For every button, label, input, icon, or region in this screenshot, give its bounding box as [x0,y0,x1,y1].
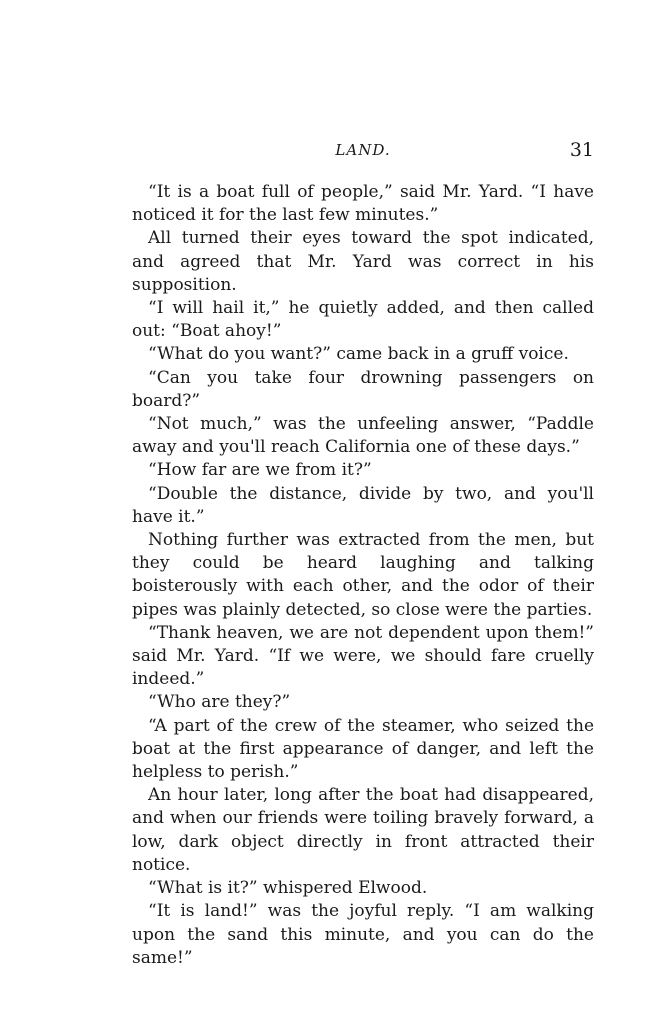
paragraph: “It is land!” was the joyful reply. “I am walking upon the sand this minute, and you can do the same!” [132,901,594,968]
paragraph: An hour later, long after the boat had disappeared, and when our friends were toiling bravely forward, a low, dark object directly in front attracted their notice. [132,785,594,875]
paragraph: “How far are we from it?” [148,460,372,481]
chapter-title: LAND. [335,141,391,159]
paragraph: “What do you want?” came back in a gruff voice. [148,344,569,365]
paragraph: “Not much,” was the unfeeling answer, “Paddle away and you'll reach California one of these days.” [132,414,594,458]
paragraph: “I will hail it,” he quietly added, and then called out: “Boat ahoy!” [132,298,594,342]
paragraph: “What is it?” whispered Elwood. [148,878,428,899]
page-number: 31 [569,139,594,161]
paragraph: All turned their eyes toward the spot indicated, and agreed that Mr. Yard was correct in his supposition. [132,228,594,295]
paragraph: “Who are they?” [148,692,291,713]
running-head [132,138,594,162]
paragraph: “Thank heaven, we are not dependent upon them!” said Mr. Yard. “If we were, we should fare cruelly indeed.” [132,622,594,690]
paragraph: “A part of the crew of the steamer, who seized the boat at the first appearance of danger, and left the helpless to perish.” [132,715,594,783]
paragraph: “Double the distance, divide by two, and you'll have it.” [132,483,594,527]
paragraph: Nothing further was extracted from the men, but they could be heard laughing and talking boisterously with each other, and the odor of their pipes was plainly detected, so close were the parties. [132,530,594,620]
paragraph: “Can you take four drowning passengers on board?” [132,367,594,411]
body-text [132,181,594,970]
paragraph: “It is a boat full of people,” said Mr. Yard. “I have noticed it for the last few minutes.” [132,182,594,226]
